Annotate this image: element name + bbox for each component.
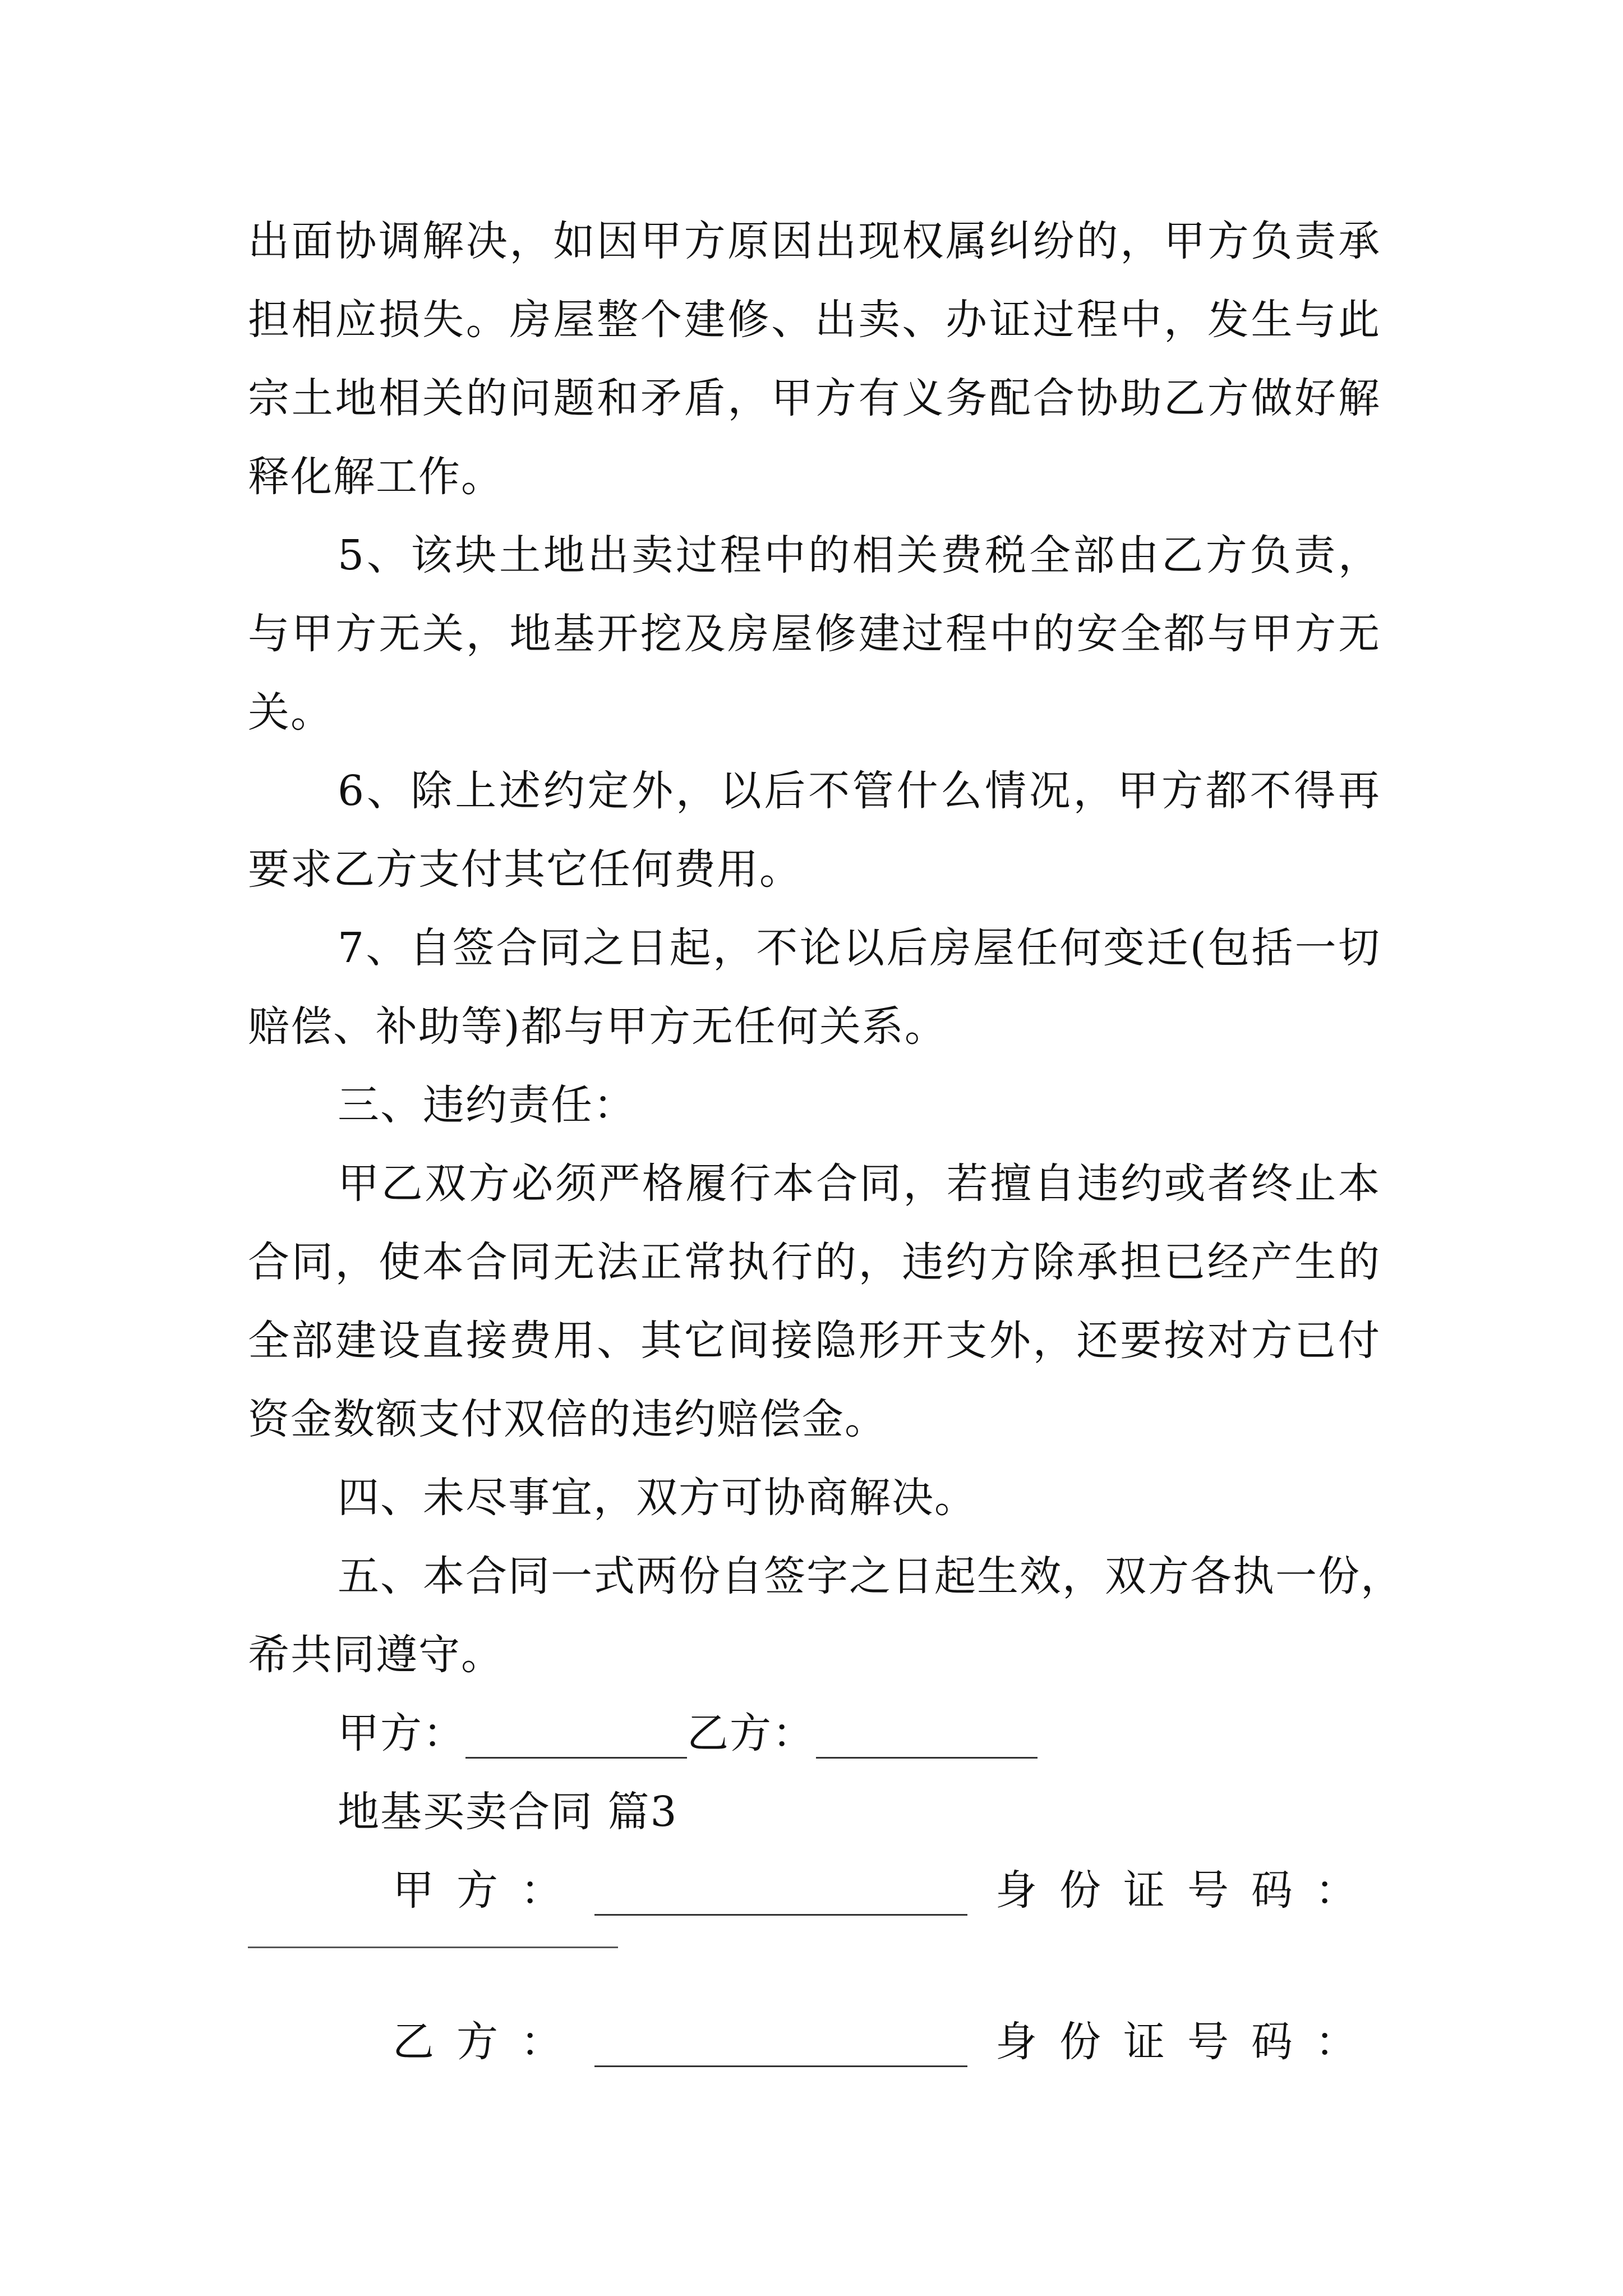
breach-line: 全部建设直接费用、其它间接隐形开支外，还要按对方已付 <box>248 1317 1381 1365</box>
form-party-b-blank[interactable] <box>594 2065 967 2067</box>
clause-7-line: 赔偿、补助等)都与甲方无任何关系。 <box>248 1002 947 1051</box>
form-party-a-id-label: 身份证号码： <box>995 1866 1379 1915</box>
section-heading-breach: 三、违约责任： <box>338 1081 636 1129</box>
signature-party-b-blank[interactable] <box>816 1757 1038 1759</box>
paragraph-line: 释化解工作。 <box>248 453 504 501</box>
signature-party-b-label: 乙方： <box>687 1709 815 1757</box>
breach-line: 资金数额支付双倍的违约赔偿金。 <box>248 1395 887 1443</box>
form-party-a-id-blank[interactable] <box>248 1947 618 1948</box>
form-party-b-label: 乙方： <box>393 2018 584 2066</box>
paragraph-line: 担相应损失。房屋整个建修、出卖、办证过程中，发生与此 <box>248 296 1381 344</box>
clause-6-line: 6、除上述约定外，以后不管什么情况，甲方都不得再 <box>338 767 1381 815</box>
signature-party-a-label: 甲方： <box>338 1709 465 1757</box>
signature-party-a-blank[interactable] <box>465 1757 687 1759</box>
form-party-a-blank[interactable] <box>594 1914 967 1916</box>
breach-line: 合同，使本合同无法正常执行的，违约方除承担已经产生的 <box>248 1238 1381 1286</box>
paragraph-line: 出面协调解决，如因甲方原因出现权属纠纷的，甲方负责承 <box>248 217 1381 265</box>
clause-7-line: 7、自签合同之日起，不论以后房屋任何变迁(包括一切 <box>338 924 1381 972</box>
clause-5-line: 5、该块土地出卖过程中的相关费税全部由乙方负责， <box>338 531 1381 579</box>
clause-6-line: 要求乙方支付其它任何费用。 <box>248 845 802 894</box>
breach-line: 甲乙双方必须严格履行本合同，若擅自违约或者终止本 <box>338 1159 1381 1208</box>
clause-five-line: 五、本合同一式两份自签字之日起生效，双方各执一份， <box>338 1552 1403 1600</box>
clause-five-line: 希共同遵守。 <box>248 1631 504 1679</box>
section-title: 地基买卖合同 篇3 <box>338 1788 678 1836</box>
form-party-a-label: 甲方： <box>393 1866 584 1915</box>
clause-5-line: 关。 <box>248 688 333 737</box>
form-party-b-id-label: 身份证号码： <box>995 2018 1379 2066</box>
clause-four: 四、未尽事宜，双方可协商解决。 <box>338 1474 977 1522</box>
paragraph-line: 宗土地相关的问题和矛盾，甲方有义务配合协助乙方做好解 <box>248 374 1381 422</box>
clause-5-line: 与甲方无关，地基开挖及房屋修建过程中的安全都与甲方无 <box>248 610 1381 658</box>
